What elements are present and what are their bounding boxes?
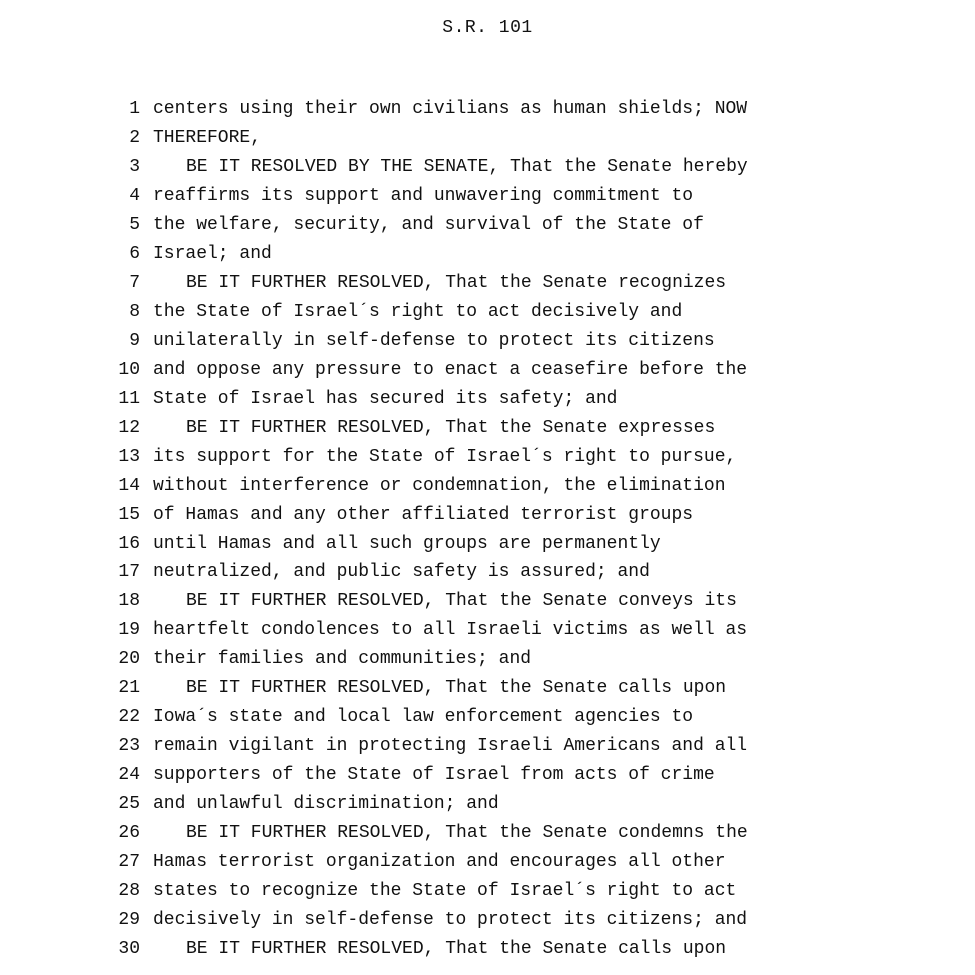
document-line [0, 934, 975, 963]
document-line [0, 95, 975, 124]
line-text: BE IT RESOLVED BY THE SENATE, That the Senate hereby [186, 157, 748, 178]
document-line [0, 384, 975, 413]
line-text: THEREFORE, [153, 128, 262, 149]
line-number: 11 [118, 388, 140, 409]
line-text: State of Israel has secured its safety; and [153, 388, 618, 409]
document-line [0, 847, 975, 876]
line-text: heartfelt condolences to all Israeli victims as well as [153, 620, 748, 641]
line-text: centers using their own civilians as human shields; NOW [153, 99, 748, 120]
line-number: 21 [118, 678, 140, 699]
document-line [0, 153, 975, 182]
line-number: 1 [129, 99, 140, 120]
line-number: 12 [118, 417, 140, 438]
document-line [0, 905, 975, 934]
line-text: BE IT FURTHER RESOLVED, That the Senate calls upon [186, 938, 727, 959]
line-text: until Hamas and all such groups are permanently [153, 533, 661, 554]
document-body [0, 95, 975, 963]
line-text: BE IT FURTHER RESOLVED, That the Senate recognizes [186, 273, 727, 294]
line-number: 4 [129, 186, 140, 207]
line-text: its support for the State of Israel´s right to pursue, [153, 446, 737, 467]
line-text: Hamas terrorist organization and encourages all other [153, 851, 726, 872]
line-number: 28 [118, 880, 140, 901]
document-line [0, 471, 975, 500]
document-line [0, 442, 975, 471]
line-text: supporters of the State of Israel from acts of crime [153, 765, 715, 786]
line-text: BE IT FURTHER RESOLVED, That the Senate conveys its [186, 591, 737, 612]
line-number: 13 [118, 446, 140, 467]
document-line [0, 790, 975, 819]
line-number: 22 [118, 707, 140, 728]
line-text: BE IT FURTHER RESOLVED, That the Senate expresses [186, 417, 716, 438]
line-number: 19 [118, 620, 140, 641]
line-number: 10 [118, 359, 140, 380]
line-text: reaffirms its support and unwavering commitment to [153, 186, 694, 207]
line-text: states to recognize the State of Israel´s right to act [153, 880, 737, 901]
line-text: of Hamas and any other affiliated terrorist groups [153, 504, 694, 525]
line-number: 25 [118, 793, 140, 814]
line-number: 15 [118, 504, 140, 525]
line-number: 20 [118, 649, 140, 670]
document-line [0, 616, 975, 645]
line-text: BE IT FURTHER RESOLVED, That the Senate calls upon [186, 678, 727, 699]
line-number: 9 [129, 330, 140, 351]
line-number: 6 [129, 244, 140, 265]
line-number: 26 [118, 822, 140, 843]
document-line [0, 587, 975, 616]
document-line [0, 500, 975, 529]
document-line [0, 703, 975, 732]
line-number: 18 [118, 591, 140, 612]
line-number: 7 [129, 273, 140, 294]
document-line [0, 124, 975, 153]
line-text: unilaterally in self-defense to protect its citizens [153, 330, 715, 351]
line-text: and oppose any pressure to enact a ceasefire before the [153, 359, 748, 380]
line-number: 24 [118, 765, 140, 786]
document-line [0, 674, 975, 703]
document-line [0, 413, 975, 442]
line-text: the welfare, security, and survival of the State of [153, 215, 704, 236]
line-number: 14 [118, 475, 140, 496]
line-text: BE IT FURTHER RESOLVED, That the Senate condemns the [186, 822, 748, 843]
document-line [0, 355, 975, 384]
line-text: their families and communities; and [153, 649, 532, 670]
document-line [0, 529, 975, 558]
document-line [0, 876, 975, 905]
document-line [0, 732, 975, 761]
line-number: 16 [118, 533, 140, 554]
document-line [0, 298, 975, 327]
document-line [0, 182, 975, 211]
line-text: without interference or condemnation, the elimination [153, 475, 726, 496]
line-number: 27 [118, 851, 140, 872]
line-number: 17 [118, 562, 140, 583]
line-number: 2 [129, 128, 140, 149]
document-line [0, 327, 975, 356]
document-header: S.R. 101 [442, 18, 533, 38]
line-text: remain vigilant in protecting Israeli Americans and all [153, 736, 748, 757]
document-line [0, 211, 975, 240]
line-text: Israel; and [153, 244, 272, 265]
document-line [0, 761, 975, 790]
line-number: 29 [118, 909, 140, 930]
line-number: 23 [118, 736, 140, 757]
document-line [0, 558, 975, 587]
line-number: 5 [129, 215, 140, 236]
line-text: decisively in self-defense to protect its citizens; and [153, 909, 748, 930]
document-line [0, 269, 975, 298]
document-line [0, 645, 975, 674]
line-number: 30 [118, 938, 140, 959]
line-number: 3 [129, 157, 140, 178]
line-text: the State of Israel´s right to act decisively and [153, 302, 683, 323]
line-text: Iowa´s state and local law enforcement agencies to [153, 707, 694, 728]
line-number: 8 [129, 302, 140, 323]
line-text: neutralized, and public safety is assured; and [153, 562, 650, 583]
document-line [0, 818, 975, 847]
line-text: and unlawful discrimination; and [153, 793, 499, 814]
document-line [0, 240, 975, 269]
